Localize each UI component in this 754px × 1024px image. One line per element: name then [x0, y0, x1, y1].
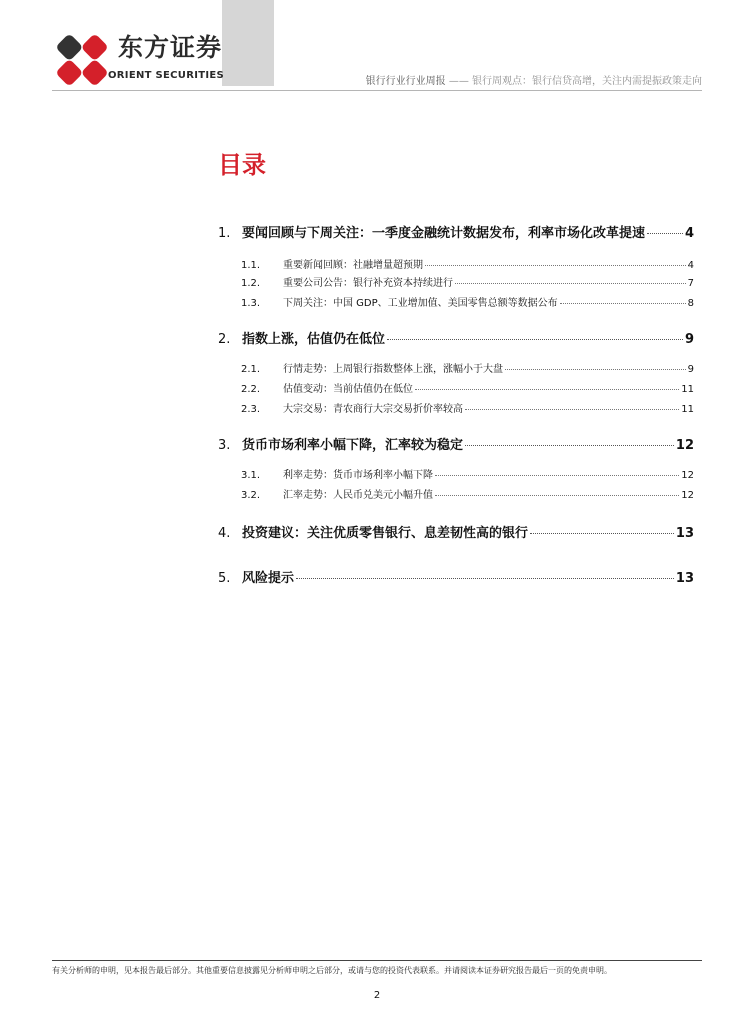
toc-entry-5[interactable] — [218, 567, 694, 586]
toc-leader — [425, 265, 686, 266]
toc-leader — [296, 578, 674, 579]
footer-divider — [52, 960, 702, 961]
toc-leader — [530, 533, 674, 534]
toc-entry-3-2[interactable] — [241, 486, 694, 501]
header-gray-block — [222, 0, 274, 86]
toc-entry-text: 大宗交易：青农商行大宗交易折价率较高 — [283, 404, 463, 415]
report-header-title — [366, 76, 702, 88]
toc-entry-page: 8 — [687, 298, 694, 309]
toc-leader — [647, 233, 683, 234]
toc-title: 目录 — [218, 151, 266, 179]
toc-entry-number: 3.2. — [241, 490, 261, 501]
toc-entry-2-2[interactable] — [241, 380, 694, 395]
toc-entry-page: 12 — [675, 438, 694, 453]
toc-entry-text: 估值变动：当前估值仍在低位 — [283, 384, 413, 395]
toc-entry-text: 重要公司公告：银行补充资本持续进行 — [283, 278, 453, 289]
toc-entry-4[interactable] — [218, 522, 694, 541]
toc-entry-text: 行情走势：上周银行指数整体上涨，涨幅小于大盘 — [283, 364, 503, 375]
toc-entry-1-2[interactable] — [241, 274, 694, 289]
toc-entry-number: 2. — [218, 332, 231, 347]
toc-entry-text: 利率走势：货币市场利率小幅下降 — [283, 470, 433, 481]
toc-entry-text: 下周关注：中国 GDP、工业增加值、美国零售总额等数据公布 — [283, 298, 558, 309]
toc-entry-number: 1. — [218, 226, 231, 241]
brand-name-english: ORIENT SECURITIES — [108, 70, 225, 81]
toc-entry-number: 5. — [218, 571, 231, 586]
toc-leader — [387, 339, 683, 340]
orient-securities-logo-icon — [52, 30, 112, 90]
toc-entry-page: 9 — [687, 364, 694, 375]
toc-entry-1[interactable] — [218, 222, 694, 241]
toc-leader — [455, 283, 686, 284]
toc-entry-page: 4 — [687, 260, 694, 271]
toc-entry-page: 12 — [681, 490, 694, 501]
toc-leader — [435, 495, 679, 496]
page-number: 2 — [373, 990, 381, 1001]
toc-entry-text: 重要新闻回顾：社融增量超预期 — [283, 260, 423, 271]
report-separator: —— — [445, 76, 472, 87]
toc-entry-text: 货币市场利率小幅下降，汇率较为稳定 — [242, 438, 464, 453]
header-divider — [52, 90, 702, 91]
toc-entry-text: 指数上涨，估值仍在低位 — [242, 332, 386, 347]
toc-entry-page: 12 — [681, 470, 694, 481]
toc-entry-number: 2.3. — [241, 404, 261, 415]
toc-entry-2[interactable] — [218, 328, 694, 347]
toc-entry-3[interactable] — [218, 434, 694, 453]
toc-entry-2-1[interactable] — [241, 360, 694, 375]
toc-leader — [560, 303, 686, 304]
report-category: 银行行业行业周报 — [365, 76, 446, 87]
toc-entry-page: 11 — [681, 404, 694, 415]
toc-leader — [415, 389, 679, 390]
toc-entry-text: 风险提示 — [242, 571, 295, 586]
toc-entry-text: 汇率走势：人民币兑美元小幅升值 — [283, 490, 433, 501]
footer-disclaimer: 有关分析师的申明，见本报告最后部分。其他重要信息披露见分析师申明之后部分，或请与您的投资代表联系。并请阅读本证券研究报告最后一页的免责申明。 — [52, 966, 612, 975]
toc-leader — [435, 475, 679, 476]
toc-entry-page: 7 — [687, 278, 694, 289]
toc-entry-text: 投资建议：关注优质零售银行、息差韧性高的银行 — [242, 526, 529, 541]
toc-entry-1-3[interactable] — [241, 294, 694, 309]
toc-leader — [505, 369, 686, 370]
toc-entry-3-1[interactable] — [241, 466, 694, 481]
toc-entry-page: 13 — [675, 571, 694, 586]
toc-entry-page: 11 — [681, 384, 694, 395]
toc-entry-1-1[interactable] — [241, 256, 694, 271]
toc-entry-text: 要闻回顾与下周关注：一季度金融统计数据发布，利率市场化改革提速 — [242, 226, 646, 241]
toc-entry-number: 1.1. — [241, 260, 261, 271]
toc-leader — [465, 445, 674, 446]
toc-entry-number: 3. — [218, 438, 231, 453]
toc-leader — [465, 409, 679, 410]
toc-entry-page: 13 — [675, 526, 694, 541]
report-subtitle: 银行周观点：银行信贷高增，关注内需提振政策走向 — [472, 76, 702, 87]
toc-entry-number: 2.1. — [241, 364, 261, 375]
toc-entry-2-3[interactable] — [241, 400, 694, 415]
toc-entry-number: 2.2. — [241, 384, 261, 395]
toc-entry-page: 4 — [684, 226, 694, 241]
brand-name-chinese: 东方证券 — [118, 33, 223, 62]
toc-entry-number: 3.1. — [241, 470, 261, 481]
toc-entry-number: 1.3. — [241, 298, 261, 309]
toc-entry-page: 9 — [684, 332, 694, 347]
toc-entry-number: 1.2. — [241, 278, 261, 289]
toc-entry-number: 4. — [218, 526, 231, 541]
